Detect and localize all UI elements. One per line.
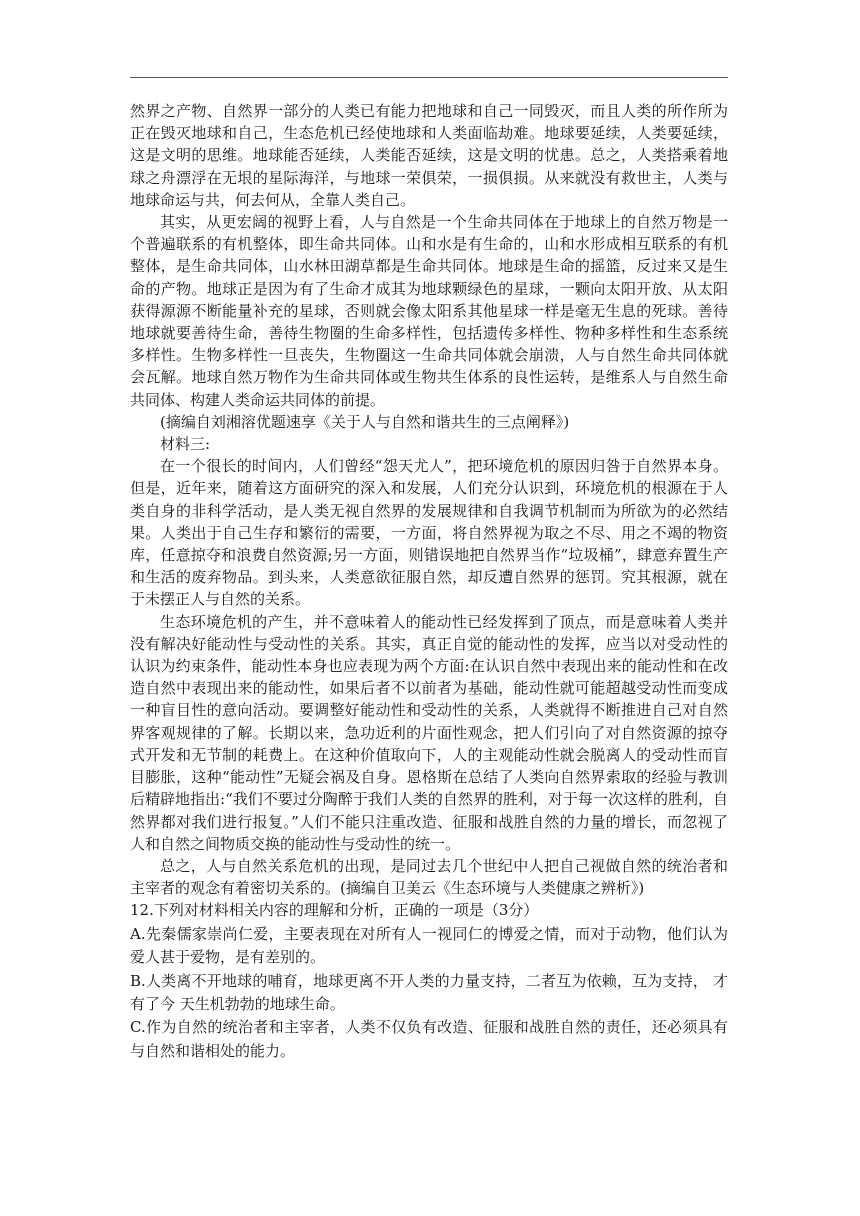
source-citation-2: (摘编自刘湘溶优题速享《关于人与自然和谐共生的三点阐释》)	[160, 412, 570, 431]
header-rule	[130, 77, 728, 78]
question-stem: 12.下列对材料相关内容的理解和分析，正确的一项是（3分）	[130, 901, 539, 920]
paragraph-initiative-passivity: 生态环境危机的产生，并不意味着人的能动性已经发挥到了顶点，而是意味着人类并没有解决好能动性与受动性的关系。其实，真正自觉的能动性的发挥，应当以对受动性的认识为约束条件，能动性本身也应表现为两个方面:在认识自然中表现出来的能动性和在改造自然中表现出来的能动性，如果后者不以前者为基础，能动性就可能超越受动性而变成一种盲目性的意向活动。要调整好能动性和受动性的关系，人类就得不断推进自己对自然界客观规律的了解。长期以来，急功近利的片面性观念，把人们引向了对自然资源的掠夺式开发和无节制的耗费上。在这种价值取向下，人的主观能动性就会脱离人的受动性而盲目膨胀，这种“能动性”无疑会祸及自身。恩格斯在总结了人类向自然界索取的经验与教训后精辟地指出:“我们不要过分陶醉于我们人类的自然界的胜利，对于每一次这样的胜利，自然界都对我们进行报复。”人们不能只注重改造、征服和战胜自然的力量的增长，而忽视了人和自然之间物质交换的能动性与受动性的统一。	[130, 612, 728, 853]
paragraph-life-community: 其实，从更宏阔的视野上看，人与自然是一个生命共同体在于地球上的自然万物是一个普遍联系的有机整体，即生命共同体。山和水是有生命的，山和水形成相互联系的有机整体，是生命共同体，山水林田湖草都是生命共同体。地球是生命的摇篮，反过来又是生命的产物。地球正是因为有了生命才成其为地球颗绿色的星球，一颗向太阳开放、从太阳获得源源不断能量补充的星球，否则就会像太阳系其他星球一样是毫无生息的死球。善待地球就要善待生命，善待生物圈的生命多样性，包括遗传多样性、物种多样性和生态系统多样性。生物多样性一旦丧失，生物圈这一生命共同体就会崩溃，人与自然生命共同体就会瓦解。地球自然万物作为生命共同体或生物共生体系的良性运转，是维系人与自然生命共同体、构建人类命运共同体的前提。	[130, 213, 728, 409]
option-c: C.作为自然的统治者和主宰者，人类不仅负有改造、征服和战胜自然的责任，还必须具有与自然和谐相处的能力。	[130, 1018, 728, 1060]
body-text	[130, 100, 728, 1063]
material-three-heading: 材料三:	[160, 435, 211, 454]
paragraph-environmental-crisis: 在一个很长的时间内，人们曾经“怨天尤人”，把环境危机的原因归咎于自然界本身。但是，近年来，随着这方面研究的深入和发展，人们充分认识到，环境危机的根源在于人类自身的非科学活动，是人类无视自然界的发展规律和自我调节机制而为所欲为的必然结果。人类出于自己生存和繁衍的需要，一方面，将自然界视为取之不尽、用之不竭的物资库，任意掠夺和浪费自然资源;另一方面，则错误地把自然界当作“垃圾桶”，肆意弃置生产和生活的废弃物品。到头来，人类意欲征服自然，却反遭自然界的惩罚。究其根源，就在于未摆正人与自然的关系。	[130, 457, 728, 609]
option-b: B.人类离不开地球的哺育，地球更离不开人类的力量支持，二者互为依赖，互为支持， 才有了今 天生机勃勃的地球生命。	[130, 971, 728, 1013]
question-12	[130, 899, 728, 1063]
option-a: A.先秦儒家崇尚仁爱，主要表现在对所有人一视同仁的博爱之情，而对于动物，他们认为爱人甚于爱物，是有差别的。	[130, 924, 728, 967]
paragraph-continuation: 然界之产物、自然界一部分的人类已有能力把地球和自己一同毁灭，而且人类的所作所为正在毁灭地球和自己，生态危机已经使地球和人类面临劫难。地球要延续，人类要延续，这是文明的思维。地球能否延续，人类能否延续，这是文明的忧患。总之，人类搭乘着地球之舟漂浮在无垠的星际海洋，与地球一荣俱荣，一损俱损。从来就没有救世主，人类与地球命运与共，何去何从，全靠人类自己。	[130, 102, 728, 209]
paragraph-conclusion: 总之，人与自然关系危机的出现，是同过去几个世纪中人把自己视做自然的统治者和主宰者的观念有着密切关系的。(摘编自卫美云《生态环境与人类健康之辨析》)	[130, 856, 728, 898]
